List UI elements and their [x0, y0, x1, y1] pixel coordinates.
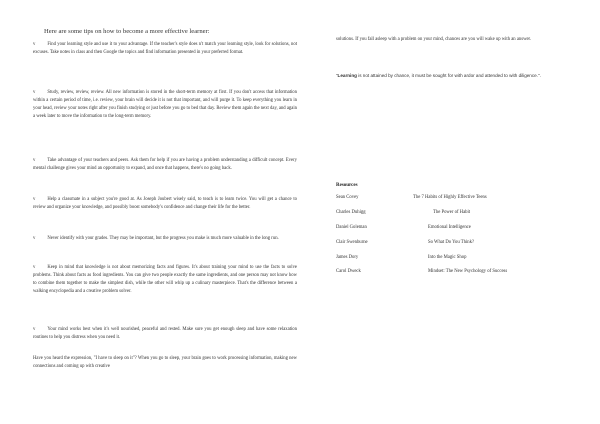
tip-teachers-peers — [33, 157, 297, 173]
resource-book: Emotional Intelligence — [428, 225, 471, 230]
resource-author: James Dory — [336, 255, 359, 260]
tip-help-classmate — [33, 196, 297, 212]
resource-book: So What Do You Think? — [428, 240, 475, 245]
quote-text: is not attained by chance, it must be sought for with ardor and attended to with diligence.". — [356, 73, 541, 78]
paragraph-text: Have you heard the expression, "I have to sleep on it"? When you go to sleep, your brain goes to work processing information, making new connections and coming up with creative — [33, 356, 297, 369]
resource-book: Mindset: The New Psychology of Success — [428, 269, 508, 274]
resource-row — [336, 240, 576, 248]
resource-row — [336, 269, 576, 277]
tip-review — [33, 89, 297, 121]
bullet-marker: v — [33, 327, 36, 332]
paragraph-text: solutions. If you fall asleep with a problem on your mind, chances are you will wake up with an answer. — [336, 37, 532, 42]
resource-book: The 7 Habits of Highly Effective Teens — [413, 195, 487, 200]
resource-book: Into the Magic Shop — [428, 255, 467, 260]
tip-text: Never identify with your grades. They may be important, but the progress you make is much more valuable in the long run. — [47, 236, 279, 241]
resource-book: The Power of Habit — [433, 210, 471, 215]
bullet-marker: v — [33, 197, 36, 202]
resource-author: Clair Swenburne — [336, 240, 368, 245]
tip-learning-style — [33, 41, 297, 57]
tip-rest — [33, 326, 297, 342]
sleep-paragraph — [33, 355, 297, 371]
bullet-marker: v — [33, 236, 36, 241]
bullet-marker: v — [33, 90, 36, 95]
continued-paragraph — [336, 36, 576, 44]
resource-row — [336, 225, 576, 233]
bullet-marker: v — [33, 42, 36, 47]
tip-text: Keep in mind that knowledge is not about memorizing facts and figures. It's about training your mind to use the facts to solve problems. Think about facts as food ingredients. You can give two people exactly the same ingredients, and one person may not know how to combine them together to make the simplest dish, while the other will whip up a culinary masterpiece. That's the difference between a walking encyclopedia and a creative problem solver. — [33, 265, 297, 294]
resource-author: Daniel Goleman — [336, 225, 367, 230]
tip-text: Study, review, review, review. All new information is stored in the short-term memory at first. If you don't access that information within a certain period of time, i.e. review, your brain will decide it is not that important, and will purge it. To keep everything you learn in your head, review your notes right after you finish studying or just before you go to bed that day. Review them again the next day, and again a week later to move the information to the long-term memory. — [33, 90, 297, 119]
tip-text: Your mind works best when it's well nourished, peaceful and rested. Make sure you get enough sleep and have some relaxation routines to help you distress when you need it. — [33, 327, 297, 340]
tip-text: Take advantage of your teachers and peers. Ask them for help if you are having a problem understanding a difficult concept. Every mental challenge gives your mind an opportunity to expand, and once that happens, there's no going back. — [33, 158, 297, 171]
resource-author: Sean Covey — [336, 195, 359, 200]
quote-bold: “Learning — [336, 73, 357, 78]
resource-row — [336, 195, 576, 203]
resources-title: Resources — [336, 183, 358, 188]
bullet-marker: v — [33, 265, 36, 270]
tip-grades — [33, 235, 297, 243]
bullet-marker: v — [33, 158, 36, 163]
tip-text: Help a classmate in a subject you're good at. As Joseph Joubert wisely said, to teach is to learn twice. You will get a chance to review and organize your knowledge, and possibly boost somebody's confidence and change their life for the better. — [33, 197, 297, 210]
tip-knowledge — [33, 264, 297, 296]
resource-author: Charles Duhigg — [336, 210, 366, 215]
quote — [336, 72, 568, 80]
resource-row — [336, 255, 576, 263]
resource-row — [336, 210, 576, 218]
page-heading: Here are some tips on how to become a more effective learner: — [44, 28, 210, 35]
resource-author: Carol Dweck — [336, 269, 361, 274]
tip-text: Find your learning style and use it to your advantage. If the teacher's style does n't match your learning style, look for solutions, not excuses. Take notes in class and then Google the topics and find information presented in your preferred format. — [33, 42, 297, 55]
